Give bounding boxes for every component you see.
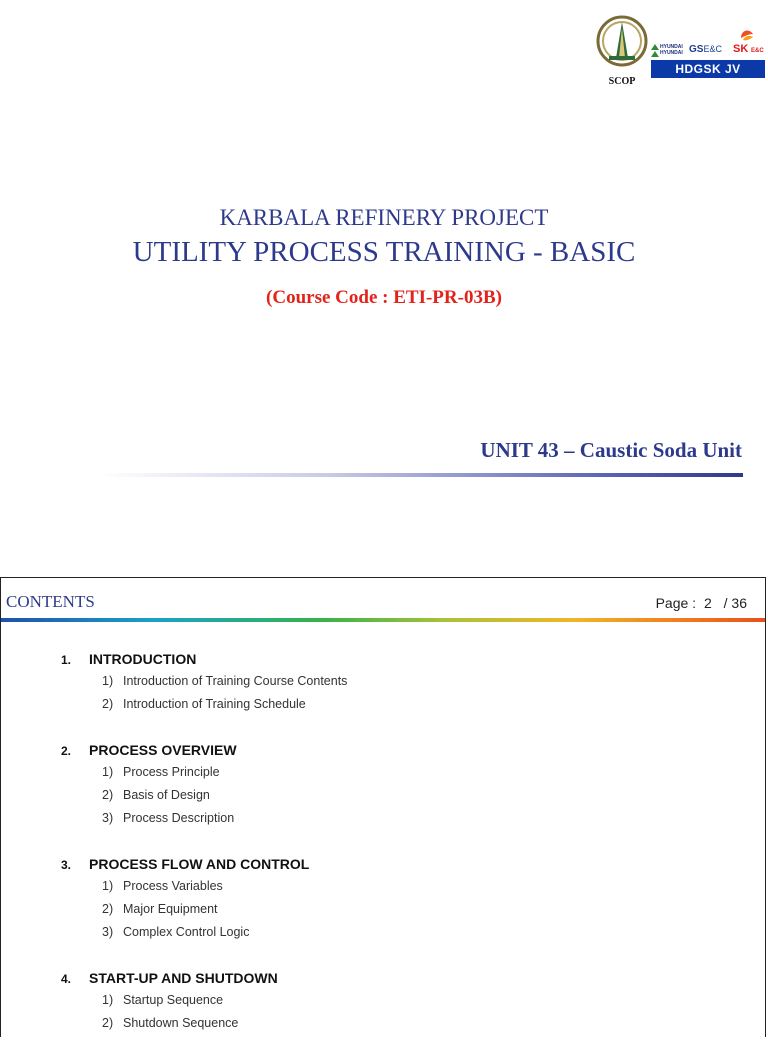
item-text: Process Description [123, 811, 235, 825]
page-current: 2 [703, 595, 712, 611]
list-item [61, 807, 347, 830]
list-item [61, 898, 347, 921]
training-title: UTILITY PROCESS TRAINING - BASIC [132, 236, 636, 268]
section-number: 2. [61, 744, 72, 758]
section-heading [61, 648, 347, 670]
list-item [61, 761, 347, 784]
item-text: Major Equipment [123, 902, 218, 916]
header-divider [1, 618, 765, 622]
section-title: START-UP AND SHUTDOWN [89, 970, 278, 986]
item-text: Complex Control Logic [123, 925, 250, 939]
list-item [61, 989, 347, 1012]
page-total: / 36 [723, 595, 747, 611]
project-title: KARBALA REFINERY PROJECT [219, 205, 549, 230]
hyundai-triangle-icon [651, 44, 659, 58]
list-item [61, 875, 347, 898]
scop-emblem-icon [595, 14, 649, 76]
item-number: 2) [102, 697, 114, 711]
section-heading [61, 967, 347, 989]
contents-section [61, 739, 347, 830]
sk-text: SK [733, 43, 749, 55]
section-heading [61, 853, 347, 875]
hyundai-text: HYUNDAI HYUNDAI [660, 44, 683, 56]
contents-list [61, 648, 347, 1058]
unit-underline [100, 473, 743, 477]
item-text: Shutdown Sequence [123, 1016, 239, 1030]
page-label: Page : [655, 595, 697, 611]
section-number: 4. [61, 972, 72, 986]
contents-section [61, 967, 347, 1035]
scop-logo [595, 14, 649, 86]
item-number: 1) [102, 993, 114, 1007]
contents-title: CONTENTS [6, 592, 95, 611]
item-text: Process Variables [123, 879, 223, 893]
gs-ec-text: GSE&C [689, 44, 722, 55]
section-title: PROCESS OVERVIEW [89, 742, 237, 758]
item-text: Introduction of Training Schedule [123, 697, 306, 711]
course-code: (Course Code : ETI-PR-03B) [266, 287, 502, 308]
sk-ec-text: E&C [751, 48, 764, 54]
list-item [61, 693, 347, 716]
list-item [61, 784, 347, 807]
item-text: Startup Sequence [123, 993, 224, 1007]
item-number: 3) [102, 811, 114, 825]
unit-title: UNIT 43 – Caustic Soda Unit [480, 438, 742, 462]
section-title: INTRODUCTION [89, 651, 197, 667]
item-text: Process Principle [123, 765, 220, 779]
item-text: Basis of Design [123, 788, 210, 802]
contents-slide [0, 577, 766, 1037]
list-item [61, 670, 347, 693]
section-heading [61, 739, 347, 761]
list-item [61, 921, 347, 944]
hdgsk-jv-logo [651, 24, 765, 82]
item-number: 1) [102, 765, 114, 779]
jv-name-bar: HDGSK JV [651, 60, 765, 78]
item-number: 2) [102, 902, 114, 916]
contents-section [61, 648, 347, 716]
item-number: 1) [102, 674, 114, 688]
item-number: 3) [102, 925, 114, 939]
item-number: 2) [102, 788, 114, 802]
item-text: Introduction of Training Course Contents [123, 674, 348, 688]
section-title: PROCESS FLOW AND CONTROL [89, 856, 310, 872]
item-number: 1) [102, 879, 114, 893]
contents-section [61, 853, 347, 944]
page-indicator [656, 595, 747, 611]
item-number: 2) [102, 1016, 114, 1030]
section-number: 3. [61, 858, 72, 872]
scop-label: SCOP [608, 76, 636, 87]
section-number: 1. [61, 653, 72, 667]
sk-butterfly-icon [739, 28, 755, 42]
